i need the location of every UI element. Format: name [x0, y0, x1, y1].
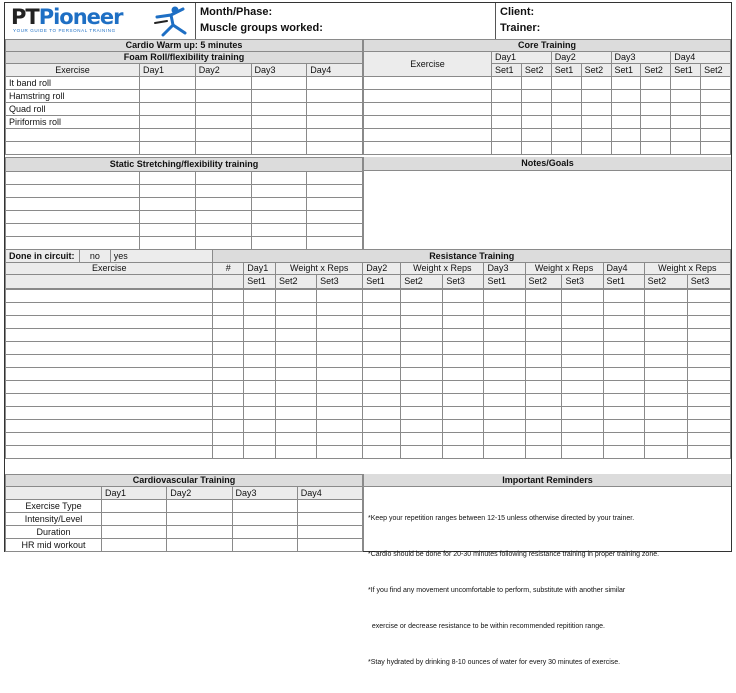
- cardio-col-day4: Day4: [297, 487, 362, 500]
- core-col-day4: Day4: [671, 52, 731, 64]
- set3: Set3: [687, 275, 730, 289]
- resistance-row[interactable]: [6, 420, 731, 433]
- set3: Set3: [317, 275, 363, 289]
- core-set2: Set2: [581, 64, 611, 77]
- set2: Set2: [401, 275, 443, 289]
- logo: [5, 3, 196, 39]
- set3: Set3: [562, 275, 603, 289]
- resistance-day3: Day3: [484, 263, 525, 275]
- resistance-day4: Day4: [603, 263, 644, 275]
- set1: Set1: [484, 275, 525, 289]
- important-reminders-title: Important Reminders: [364, 474, 731, 487]
- resistance-row[interactable]: [6, 303, 731, 316]
- foam-col-day2: Day2: [195, 64, 251, 77]
- set3: Set3: [443, 275, 484, 289]
- core-training-section: [363, 39, 731, 155]
- notes-goals-title: Notes/Goals: [364, 157, 731, 171]
- cardio-col-day1: Day1: [102, 487, 167, 500]
- resistance-row[interactable]: [6, 329, 731, 342]
- reminder-line: *If you find any movement uncomfortable to perform, substitute with another similar: [368, 587, 626, 594]
- core-col-day2: Day2: [551, 52, 611, 64]
- foam-roll-title: Foam Roll/flexibility training: [6, 52, 363, 64]
- notes-goals-section[interactable]: [363, 157, 731, 249]
- foam-col-day3: Day3: [251, 64, 307, 77]
- resistance-row[interactable]: [6, 368, 731, 381]
- core-col-day3: Day3: [611, 52, 671, 64]
- logo-pt: PT: [11, 5, 39, 29]
- cardio-row-label: Duration: [6, 526, 102, 539]
- muscle-groups-label: Muscle groups worked:: [200, 22, 323, 34]
- cardio-training-title: Cardiovascular Training: [6, 475, 363, 487]
- cardio-col-day3: Day3: [232, 487, 297, 500]
- cardio-training-section: [5, 474, 363, 552]
- resistance-training-title: Resistance Training: [213, 250, 731, 263]
- resistance-row[interactable]: [6, 342, 731, 355]
- important-reminders-section: [363, 474, 731, 666]
- logo-tagline: YOUR GUIDE TO PERSONAL TRAINING: [13, 28, 116, 33]
- set1: Set1: [244, 275, 276, 289]
- core-set2: Set2: [641, 64, 671, 77]
- month-phase-label: Month/Phase:: [200, 6, 273, 18]
- resistance-row[interactable]: [6, 407, 731, 420]
- resistance-day1: Day1: [244, 263, 276, 275]
- header-band: [5, 3, 731, 40]
- weight-reps-label: Weight x Reps: [401, 263, 484, 275]
- resistance-col-number: #: [213, 263, 244, 275]
- set2: Set2: [276, 275, 317, 289]
- foam-row-label: [6, 129, 140, 142]
- runner-figure-icon: [153, 5, 189, 37]
- set1: Set1: [603, 275, 644, 289]
- foam-row-label: Piriformis roll: [6, 116, 140, 129]
- weight-reps-label: Weight x Reps: [644, 263, 730, 275]
- cardio-row-label: Intensity/Level: [6, 513, 102, 526]
- static-stretching-title: Static Stretching/flexibility training: [6, 158, 363, 172]
- resistance-row[interactable]: [6, 433, 731, 446]
- trainer-label: Trainer:: [500, 22, 541, 34]
- resistance-row[interactable]: [6, 394, 731, 407]
- reminder-line: *Cardio should be done for 20-30 minutes following resistance training in proper training zone.: [368, 551, 660, 558]
- foam-row-label: It band roll: [6, 77, 140, 90]
- resistance-row[interactable]: [6, 355, 731, 368]
- resistance-row[interactable]: [6, 381, 731, 394]
- weight-reps-label: Weight x Reps: [276, 263, 363, 275]
- foam-col-exercise: Exercise: [6, 64, 140, 77]
- foam-row-label: [6, 142, 140, 155]
- resistance-row[interactable]: [6, 290, 731, 303]
- circuit-yes-option[interactable]: yes: [110, 250, 213, 263]
- core-col-day1: Day1: [492, 52, 552, 64]
- cardio-row-label: Exercise Type: [6, 500, 102, 513]
- foam-roll-section: [5, 39, 363, 155]
- core-set2: Set2: [701, 64, 731, 77]
- static-stretching-section: [5, 157, 363, 250]
- resistance-col-exercise: Exercise: [6, 263, 213, 275]
- set1: Set1: [363, 275, 401, 289]
- foam-col-day4: Day4: [307, 64, 363, 77]
- reminder-line: exercise or decrease resistance to be within recommended repitition range.: [368, 623, 605, 630]
- foam-row-label: Quad roll: [6, 103, 140, 116]
- circuit-no-option[interactable]: no: [79, 250, 110, 263]
- resistance-row[interactable]: [6, 446, 731, 459]
- workout-log-sheet: [4, 2, 732, 666]
- core-set1: Set1: [551, 64, 581, 77]
- cardio-col-day2: Day2: [167, 487, 232, 500]
- resistance-log-grid[interactable]: [5, 289, 731, 459]
- reminder-line: *Stay hydrated by drinking 8-10 ounces of water for every 30 minutes of exercise.: [368, 659, 621, 666]
- core-set1: Set1: [611, 64, 641, 77]
- reminder-line: *Keep your repetition ranges between 12-15 unless otherwise directed by your trainer.: [368, 515, 635, 522]
- resistance-training-section: [5, 249, 731, 459]
- foam-col-day1: Day1: [140, 64, 196, 77]
- core-set1: Set1: [492, 64, 522, 77]
- resistance-day2: Day2: [363, 263, 401, 275]
- client-label: Client:: [500, 6, 535, 18]
- logo-name: Pioneer: [38, 5, 123, 29]
- set2: Set2: [644, 275, 687, 289]
- core-col-exercise: Exercise: [364, 52, 492, 77]
- done-in-circuit-label: Done in circuit:: [6, 250, 80, 263]
- core-training-title: Core Training: [364, 40, 731, 52]
- foam-row-label: Hamstring roll: [6, 90, 140, 103]
- set2: Set2: [525, 275, 562, 289]
- core-set1: Set1: [671, 64, 701, 77]
- core-set2: Set2: [521, 64, 551, 77]
- cardio-row-label: HR mid workout: [6, 539, 102, 552]
- cardio-warmup-title: Cardio Warm up: 5 minutes: [6, 40, 363, 52]
- weight-reps-label: Weight x Reps: [525, 263, 603, 275]
- resistance-row[interactable]: [6, 316, 731, 329]
